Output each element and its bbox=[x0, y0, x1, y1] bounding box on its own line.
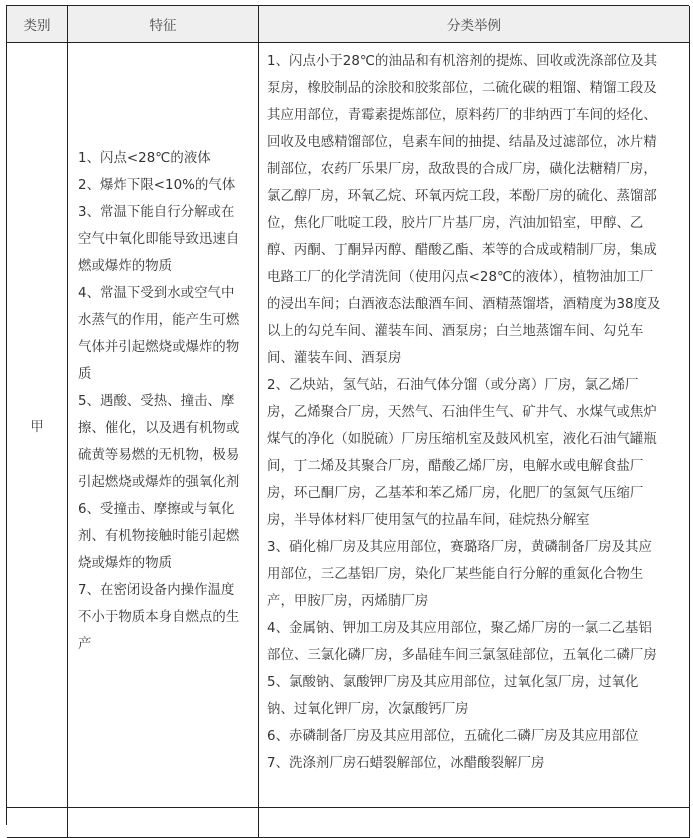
fire-hazard-classification-table bbox=[6, 5, 689, 825]
text-line: 部位、三氯化磷厂房，多晶硅车间三氯氢硅部位，五氧化二磷厂房 bbox=[267, 648, 657, 663]
features-cell bbox=[68, 43, 259, 808]
text-line: 泵房，橡胶制品的涂胶和胶浆部位，二硫化碳的粗馏、精馏工段及 bbox=[267, 81, 657, 96]
text-line: 4、常温下受到水或空气中 bbox=[78, 286, 235, 301]
text-line: 回收及电感精馏部位，皂素车间的抽提、结晶及过滤部位，冰片精 bbox=[267, 135, 657, 150]
text-line: 的浸出车间；白酒液态法酿酒车间、酒精蒸馏塔，酒精度为38度及 bbox=[267, 297, 661, 312]
text-line: 引起燃烧或爆炸的强氧化剂 bbox=[78, 475, 240, 490]
text-line: 硫黄等易燃的无机物，极易 bbox=[78, 448, 240, 463]
next-row-category-cell bbox=[7, 808, 68, 838]
text-line: 7、洗涤剂厂房石蜡裂解部位，冰醋酸裂解厂房 bbox=[267, 756, 545, 771]
text-line: 制部位，农药厂乐果厂房，敌敌畏的合成厂房，磺化法糖精厂房， bbox=[267, 162, 657, 177]
text-line: 间，丁二烯及其聚合厂房，醋酸乙烯厂房，电解水或电解食盐厂 bbox=[267, 459, 644, 474]
text-line: 5、氯酸钠、氯酸钾厂房及其应用部位，过氧化氢厂房，过氧化 bbox=[267, 675, 639, 690]
text-line: 位，焦化厂吡啶工段，胶片厂片基厂房，汽油加铅室，甲醇、乙 bbox=[267, 216, 644, 231]
text-line: 3、硝化棉厂房及其应用部位，赛璐珞厂房，黄磷制备厂房及其应 bbox=[267, 540, 652, 555]
text-line: 房，半导体材料厂使用氢气的拉晶车间，硅烷热分解室 bbox=[267, 513, 590, 528]
text-line: 用部位，三乙基铝厂房，染化厂某些能自行分解的重氮化合物生 bbox=[267, 567, 644, 582]
category-cell: 甲 bbox=[7, 43, 68, 808]
examples-cell bbox=[259, 43, 690, 808]
text-line: 醇、丙酮、丁酮异丙醇、醋酸乙酯、苯等的合成或精制厂房，集成 bbox=[267, 243, 657, 258]
text-line: 3、常温下能自行分解或在 bbox=[78, 205, 235, 220]
features-text bbox=[78, 145, 254, 658]
text-line: 间、灌装车间、酒泵房 bbox=[267, 351, 402, 366]
text-line: 7、在密闭设备内操作温度 bbox=[78, 583, 235, 598]
next-row-features-cell bbox=[68, 808, 259, 838]
text-line: 6、受撞击、摩擦或与氧化 bbox=[78, 502, 235, 517]
text-line: 钠、过氧化钾厂房，次氯酸钙厂房 bbox=[267, 702, 469, 717]
text-line: 产 bbox=[78, 637, 92, 652]
text-line: 剂、有机物接触时能引起燃 bbox=[78, 529, 240, 544]
next-row-examples-cell bbox=[259, 808, 690, 838]
header-category: 类别 bbox=[7, 6, 68, 43]
examples-text bbox=[267, 48, 685, 777]
header-features: 特征 bbox=[68, 6, 259, 43]
text-line: 产，甲胺厂房，丙烯腈厂房 bbox=[267, 594, 429, 609]
text-line: 质 bbox=[78, 367, 92, 382]
text-line: 燃或爆炸的物质 bbox=[78, 259, 173, 274]
text-line: 煤气的净化（如脱硫）厂房压缩机室及鼓风机室，液化石油气罐瓶 bbox=[267, 432, 657, 447]
text-line: 以上的勾兑车间、灌装车间、酒泵房；白兰地蒸馏车间、勾兑车 bbox=[267, 324, 644, 339]
text-line: 电路工厂的化学清洗间（使用闪点<28℃的液体），植物油加工厂 bbox=[267, 270, 654, 285]
text-line: 2、乙炔站，氢气站，石油气体分馏（或分离）厂房，氯乙烯厂 bbox=[267, 378, 639, 393]
text-line: 房，环己酮厂房，乙基苯和苯乙烯厂房，化肥厂的氢氮气压缩厂 bbox=[267, 486, 644, 501]
text-line: 4、金属钠、钾加工房及其应用部位，聚乙烯厂房的一氯二乙基铝 bbox=[267, 621, 652, 636]
text-line: 房，乙烯聚合厂房，天然气、石油伴生气、矿井气、水煤气或焦炉 bbox=[267, 405, 657, 420]
text-line: 烧或爆炸的物质 bbox=[78, 556, 173, 571]
text-line: 其应用部位，青霉素提炼部位，原料药厂的非纳西丁车间的烃化、 bbox=[267, 108, 657, 123]
text-line: 气体并引起燃烧或爆炸的物 bbox=[78, 340, 240, 355]
text-line: 空气中氧化即能导致迅速自 bbox=[78, 232, 240, 247]
text-line: 2、爆炸下限<10%的气体 bbox=[78, 178, 236, 193]
text-line: 1、闪点<28℃的液体 bbox=[78, 151, 211, 166]
text-line: 不小于物质本身自燃点的生 bbox=[78, 610, 240, 625]
text-line: 水蒸气的作用，能产生可燃 bbox=[78, 313, 240, 328]
text-line: 1、闪点小于28℃的油品和有机溶剂的提炼、回收或洗涤部位及其 bbox=[267, 54, 658, 69]
text-line: 6、赤磷制备厂房及其应用部位，五硫化二磷厂房及其应用部位 bbox=[267, 729, 639, 744]
text-line: 氯乙醇厂房，环氧乙烷、环氧丙烷工段，苯酚厂房的硫化、蒸馏部 bbox=[267, 189, 657, 204]
text-line: 擦、催化，以及遇有机物或 bbox=[78, 421, 240, 436]
header-examples: 分类举例 bbox=[259, 6, 690, 43]
text-line: 5、遇酸、受热、撞击、摩 bbox=[78, 394, 235, 409]
